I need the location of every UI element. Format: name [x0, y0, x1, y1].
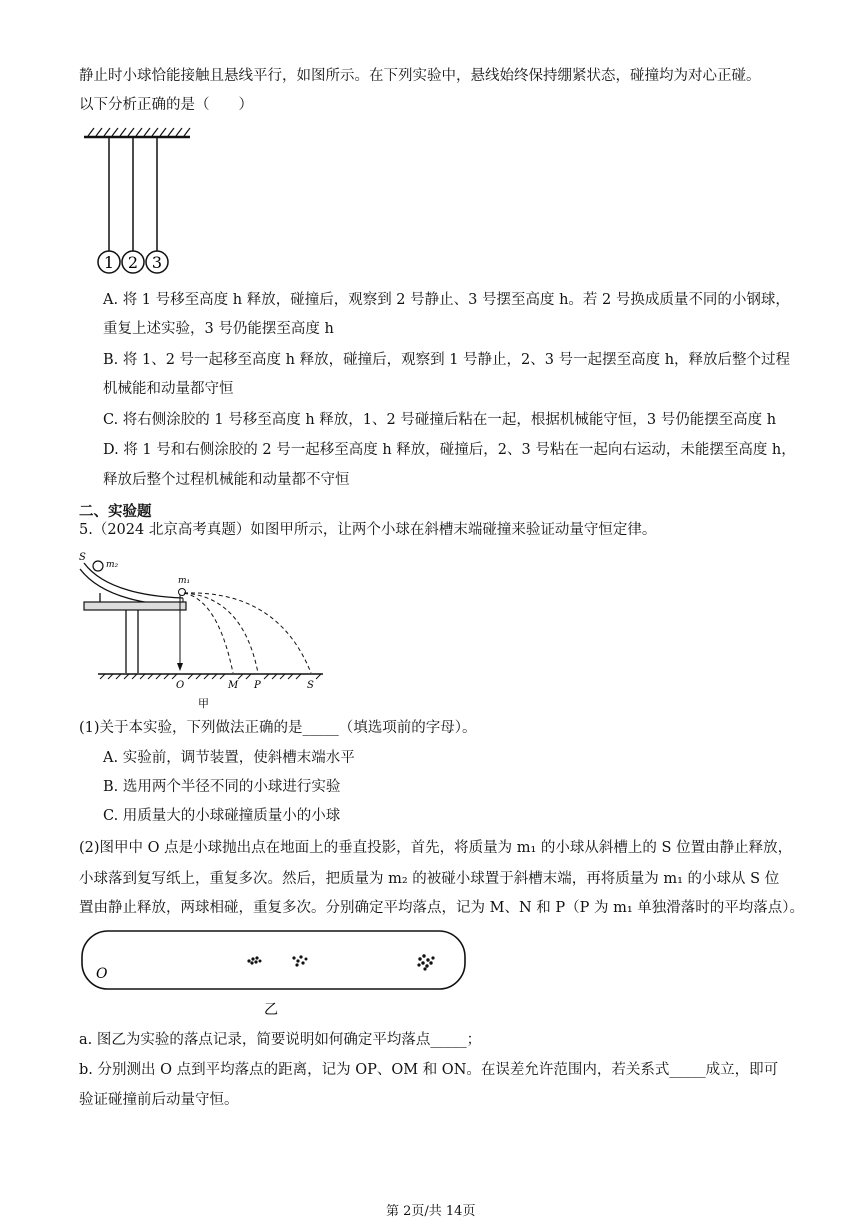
q4-stem-line1: 静止时小球恰能接触且悬线平行，如图所示。在下列实验中，悬线始终保持绷紧状态，碰撞均为对心正碰。 — [79, 68, 761, 84]
page-footer: 第 2页/共 14页 — [386, 1204, 476, 1219]
label-m: M — [228, 680, 239, 691]
q5-part2-line3: 置由静止释放，两球相碰，重复多次。分别确定平均落点，记为 M、N 和 P（P 为 m₁ 单独滑落时的平均落点）。 — [79, 900, 805, 916]
q4-option-b-line1: B. 将 1、2 号一起移至高度 h 释放，碰撞后，观察到 1 号静止，2、3 号一起摆至高度 h，释放后整个过程 — [103, 352, 791, 368]
q5-part1-stem: (1)关于本实验，下列做法正确的是_____（填选项前的字母）。 — [79, 720, 477, 736]
figure-yi — [78, 928, 473, 1018]
q5-part-a: a. 图乙为实验的落点记录，简要说明如何确定平均落点_____； — [79, 1032, 482, 1048]
q4-option-b-line2: 机械能和动量都守恒 — [103, 381, 234, 397]
q5-stem: 5.（2024 北京高考真题）如图甲所示，让两个小球在斜槽末端碰撞来验证动量守恒定律。 — [79, 522, 657, 538]
q4-option-d-line1: D. 将 1 号和右侧涂胶的 2 号一起移至高度 h 释放，碰撞后，2、3 号粘在一起向右运动，未能摆至高度 h， — [103, 442, 796, 458]
q5-part1-option-a: A. 实验前，调节装置，使斜槽末端水平 — [103, 750, 355, 766]
ball-1-label: 1 — [103, 253, 115, 272]
q5-part-b-line2: 验证碰撞前后动量守恒。 — [79, 1092, 239, 1108]
label-m1: m₁ — [178, 576, 191, 586]
q4-option-a-line2: 重复上述实验，3 号仍能摆至高度 h — [103, 321, 334, 337]
q4-option-d-line2: 释放后整个过程机械能和动量都不守恒 — [103, 472, 350, 488]
section-title: 二、实验题 — [79, 503, 152, 520]
figure-yi-caption: 乙 — [264, 1002, 278, 1018]
q4-stem-line2: 以下分析正确的是（ ） — [79, 97, 253, 113]
q4-option-a-line1: A. 将 1 号移至高度 h 释放，碰撞后，观察到 2 号静止、3 号摆至高度 h。若 2 号换成质量不同的小钢球， — [103, 292, 790, 308]
q5-part2-line2: 小球落到复写纸上，重复多次。然后，把质量为 m₂ 的被碰小球置于斜槽末端，再将质量为 m₁ 的小球从 S 位 — [79, 871, 780, 887]
q4-option-c-line1: C. 将右侧涂胶的 1 号移至高度 h 释放，1、2 号碰撞后粘在一起，根据机械能守恒，3 号仍能摆至高度 h — [103, 412, 777, 428]
ball-2-label: 2 — [127, 253, 139, 272]
label-m2: m₂ — [106, 560, 119, 570]
ball-m2 — [93, 561, 103, 571]
landing-dots-p — [292, 955, 307, 966]
q5-part1-option-c: C. 用质量大的小球碰撞质量小的小球 — [103, 808, 341, 824]
label-s-top: S — [79, 552, 86, 563]
q5-part2-line1: (2)图甲中 O 点是小球抛出点在地面上的垂直投影，首先，将质量为 m₁ 的小球从斜槽上的 S 位置由静止释放， — [79, 840, 793, 856]
ball-3-label: 3 — [151, 253, 163, 272]
ball-m1 — [179, 589, 186, 596]
figure-jia — [78, 545, 338, 710]
landing-dots-n — [417, 954, 434, 970]
label-p: P — [254, 680, 261, 691]
landing-dots-m — [247, 956, 261, 964]
record-paper — [82, 931, 465, 989]
q5-part1-option-b: B. 选用两个半径不同的小球进行实验 — [103, 779, 341, 795]
label-o: O — [176, 680, 185, 691]
pendulum-figure — [80, 125, 200, 280]
figure-yi-o-label: O — [96, 966, 108, 982]
q5-part-b-line1: b. 分别测出 O 点到平均落点的距离，记为 OP、OM 和 ON。在误差允许范围内，若关系式_____成立，即可 — [79, 1062, 779, 1078]
figure-jia-caption: 甲 — [198, 697, 209, 710]
label-s: S — [307, 680, 314, 691]
